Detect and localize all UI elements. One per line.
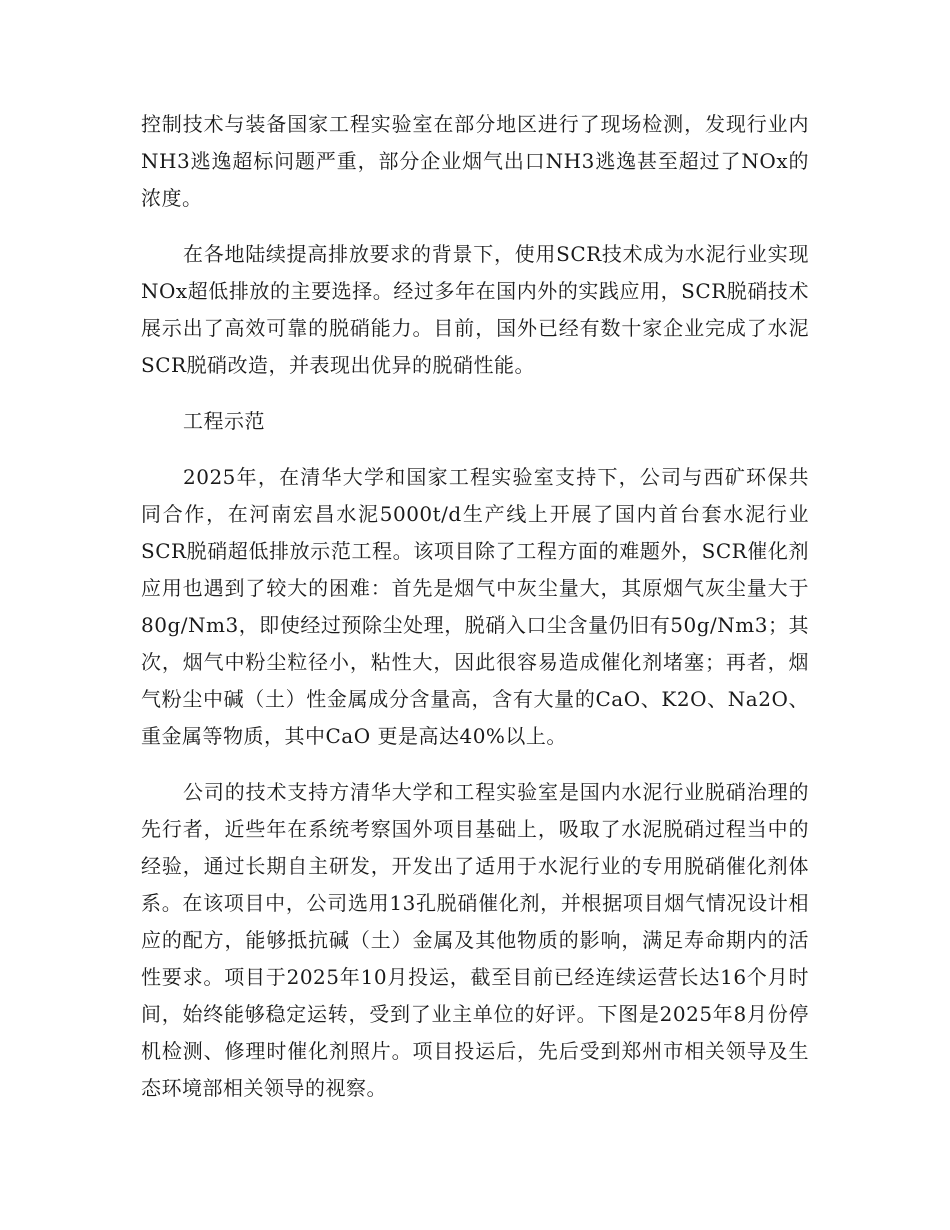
paragraph-continuation: 控制技术与装备国家工程实验室在部分地区进行了现场检测，发现行业内NH3逃逸超标问题严重，部分企业烟气出口NH3逃逸甚至超过了NOx的浓度。	[141, 112, 809, 210]
section-heading: 工程示范	[183, 409, 265, 433]
paragraph-tech-support: 公司的技术支持方清华大学和工程实验室是国内水泥行业脱硝治理的先行者，近些年在系统考察国外项目基础上，吸取了水泥脱硝过程当中的经验，通过长期自主研发，开发出了适用于水泥行业的专用脱硝催化剂体系。在该项目中，公司选用13孔脱硝催化剂，并根据项目烟气情况设计相应的配方，能够抵抗碱（土）金属及其他物质的影响，满足寿命期内的活性要求。项目于2025年10月投运，截至目前已经连续运营长达16个月时间，始终能够稳定运转，受到了业主单位的好评。下图是2025年8月份停机检测、修理时催化剂照片。项目投运后，先后受到郑州市相关领导及生态环境部相关领导的视察。	[141, 780, 809, 1100]
document-body	[141, 106, 809, 1126]
paragraph-scr-background: 在各地陆续提高排放要求的背景下，使用SCR技术成为水泥行业实现NOx超低排放的主要选择。经过多年在国内外的实践应用，SCR脱硝技术展示出了高效可靠的脱硝能力。目前，国外已经有数十家企业完成了水泥SCR脱硝改造，并表现出优异的脱硝性能。	[141, 242, 809, 377]
paragraph-demo-project: 2025年，在清华大学和国家工程实验室支持下，公司与西矿环保共同合作，在河南宏昌水泥5000t/d生产线上开展了国内首台套水泥行业SCR脱硝超低排放示范工程。该项目除了工程方面的难题外，SCR催化剂应用也遇到了较大的困难：首先是烟气中灰尘量大，其原烟气灰尘量大于80g/Nm3，即使经过预除尘处理，脱硝入口尘含量仍旧有50g/Nm3；其次，烟气中粉尘粒径小，粘性大，因此很容易造成催化剂堵塞；再者，烟气粉尘中碱（土）性金属成分含量高，含有大量的CaO、K2O、Na2O、重金属等物质，其中CaO 更是高达40%以上。	[141, 465, 809, 748]
